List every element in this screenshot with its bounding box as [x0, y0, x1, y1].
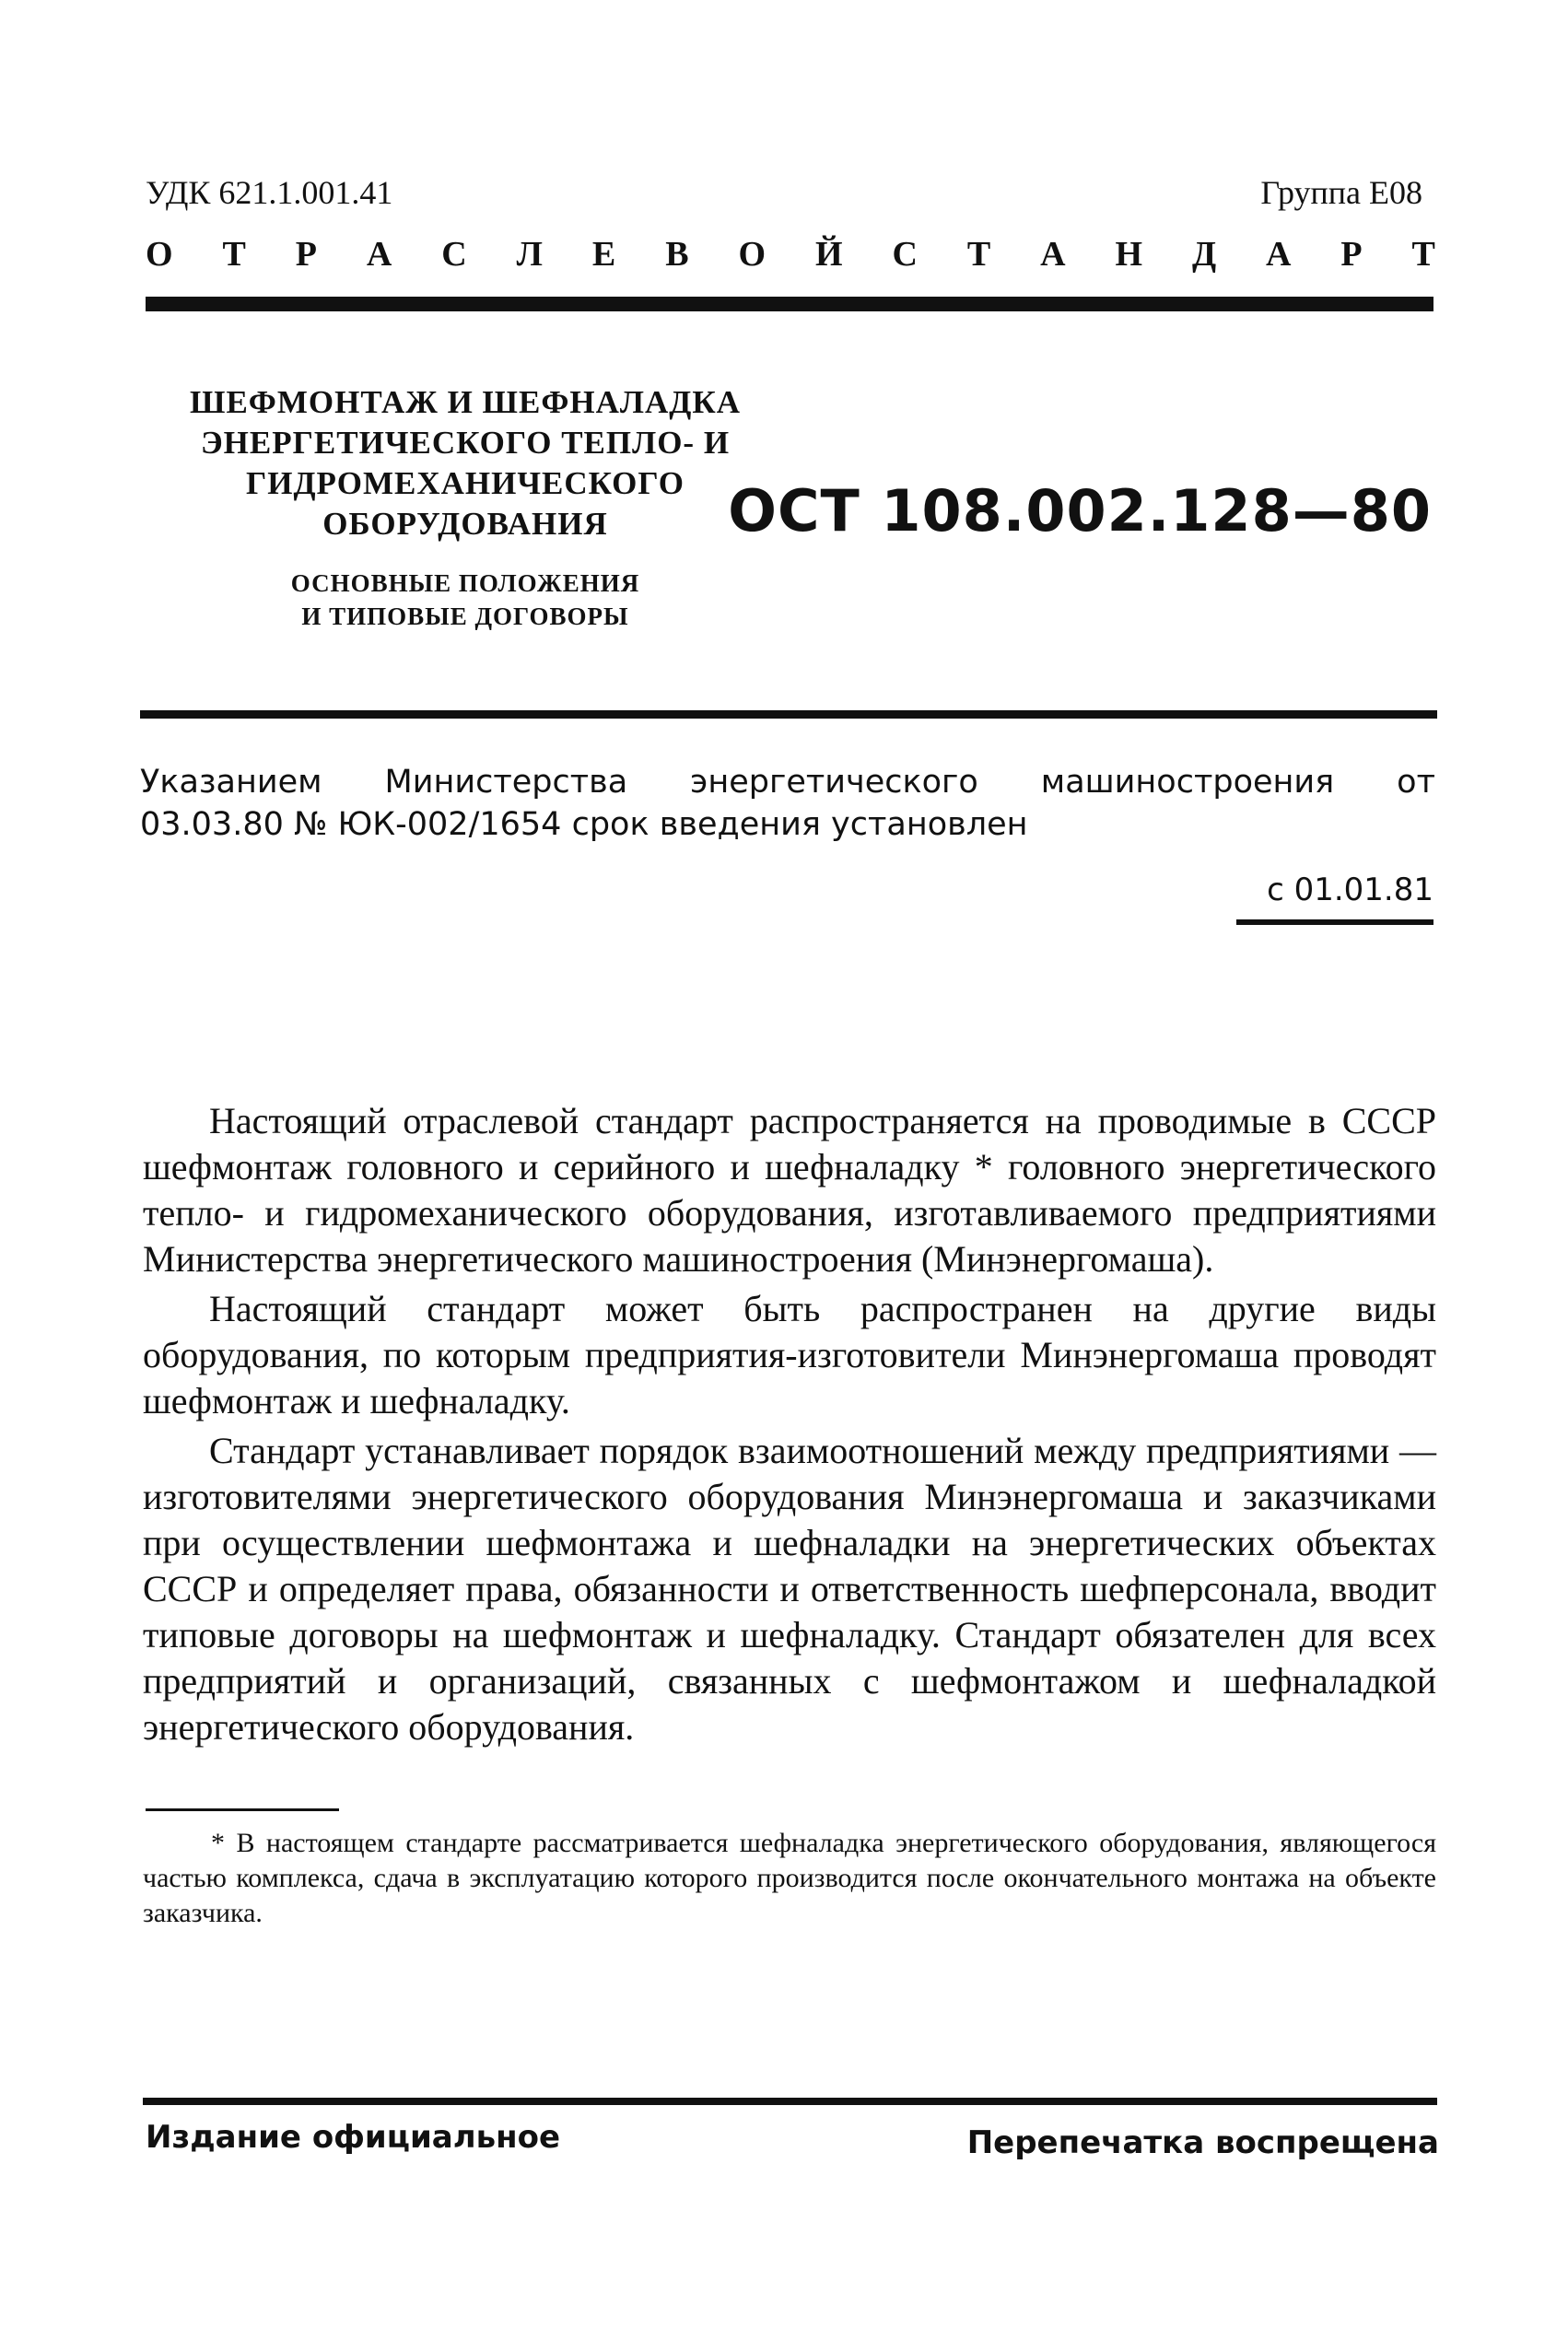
udk-code: УДК 621.1.001.41: [146, 174, 393, 211]
date-underline: [1236, 919, 1433, 925]
title-line: ГИДРОМЕХАНИЧЕСКОГО: [245, 465, 685, 501]
top-divider: [146, 297, 1433, 311]
body-paragraph: Стандарт устанавливает порядок взаимоотношений между предприятиями — изготовителями энергетического оборудования Минэнергомаша и заказчиками при осуществлении шефмонтажа и шефналадки на энергетических объектах СССР и определяет права, обязанности и ответственность шефперсонала, вводит типовые договоры на шефмонтаж и шефналадку. Стандарт обязателен для всех предприятий и организаций, связанных с шефмонтажом и шефналадкой энергетического оборудования.: [143, 1430, 1436, 1748]
bottom-divider: [143, 2098, 1437, 2105]
instruction-word: энергетического: [690, 764, 978, 801]
banner-letter: Й: [814, 235, 843, 274]
instruction-word: машиностроения: [1040, 764, 1335, 801]
body-paragraph: Настоящий стандарт может быть распространен на другие виды оборудования, по которым предприятия-изготовители Минэнергомаша проводят шефмонтаж и шефналадку.: [143, 1288, 1436, 1421]
banner-letter: Л: [516, 235, 543, 274]
edition-label: Издание официальное: [146, 2119, 561, 2156]
banner-letter: Е: [591, 235, 616, 274]
footnote-text: * В настоящем стандарте рассматривается шефналадка энергетического оборудования, являющегося частью комплекса, сдача в эксплуатацию которого производится после окончательного монтажа на объекте заказчика.: [143, 1828, 1436, 1928]
banner-letter: Р: [295, 235, 317, 274]
middle-divider: [140, 710, 1437, 719]
instruction-word: Министерства: [384, 764, 628, 801]
title-line: ОБОРУДОВАНИЯ: [322, 506, 608, 542]
footnote-divider: [146, 1808, 339, 1811]
banner-letter: А: [1040, 235, 1066, 274]
banner-letter: А: [366, 235, 392, 274]
title-line: ШЕФМОНТАЖ И ШЕФНАЛАДКА: [190, 384, 741, 420]
banner-letter: С: [441, 235, 467, 274]
standard-designation: ОСТ 108.002.128—80: [728, 477, 1432, 544]
title-line: ЭНЕРГЕТИЧЕСКОГО ТЕПЛО- И: [200, 425, 731, 461]
subtitle-line: ОСНОВНЫЕ ПОЛОЖЕНИЯ: [290, 569, 640, 597]
banner-letter: Р: [1340, 235, 1363, 274]
group-code: Группа Е08: [1260, 174, 1422, 211]
banner-letter: Т: [1411, 235, 1435, 274]
instruction-word: от: [1397, 764, 1435, 801]
footnote: [143, 1826, 1436, 1931]
introduction-date: с 01.01.81: [1267, 872, 1433, 908]
banner-letter: Д: [1191, 235, 1217, 274]
banner-letter: Т: [222, 235, 246, 274]
body-paragraph: Настоящий отраслевой стандарт распространяется на проводимые в СССР шефмонтаж головного и серийного и шефналадку * головного энергетического тепло- и гидромеханического оборудования, изготавливаемого предприятиями Министерства энергетического машиностроения (Минэнергомаша).: [143, 1100, 1436, 1280]
banner-letter: С: [892, 235, 918, 274]
instruction-line-2: 03.03.80 № ЮК-002/1654 срок введения установлен: [140, 806, 1028, 843]
document-title: [170, 382, 760, 633]
banner-letter: Н: [1115, 235, 1143, 274]
instruction-word: Указанием: [140, 764, 322, 801]
banner-letter: В: [665, 235, 689, 274]
standard-banner: [146, 234, 1435, 275]
instruction-text: [140, 761, 1435, 846]
banner-letter: А: [1266, 235, 1292, 274]
banner-letter: О: [146, 235, 173, 274]
subtitle-line: И ТИПОВЫЕ ДОГОВОРЫ: [301, 602, 629, 630]
body-text: [143, 1098, 1436, 1754]
instruction-line-1: [140, 761, 1435, 803]
banner-letter: Т: [966, 235, 991, 274]
reprint-notice: Перепечатка воспрещена: [966, 2124, 1439, 2161]
banner-letter: О: [738, 235, 766, 274]
